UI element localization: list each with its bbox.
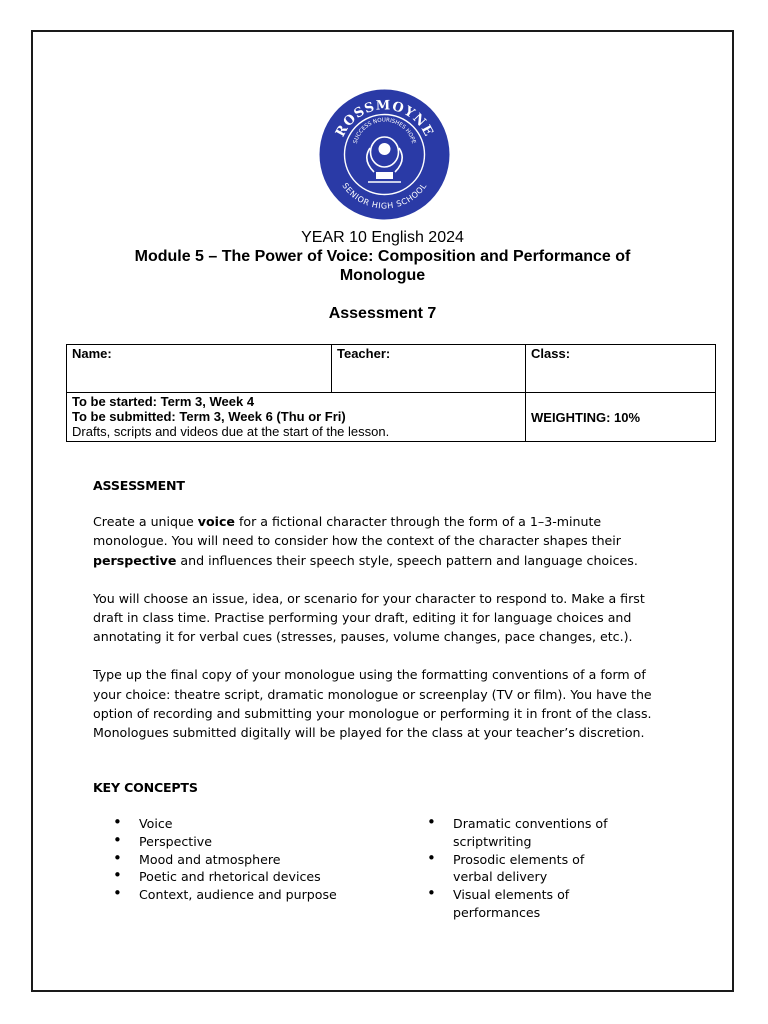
assessment-paragraph-2: You will choose an issue, idea, or scenario for your character to respond to. Make a first draft in class time. Practise performing your draft, editing it for language choices and annotating it for verbal cues (stresses, pauses, volume changes, pace changes, etc.). [93,590,645,645]
due-note: Drafts, scripts and videos due at the start of the lesson. [72,424,390,439]
list-item: • Perspective [93,833,393,851]
key-concepts-right [407,815,647,922]
crest-bottom-text: SENIOR HIGH SCHOOL [340,181,429,211]
crest-motto: SUCCESS NOURISHES HOPE [352,117,417,145]
key-concepts-left [93,815,393,904]
assessment-paragraph-1: Create a unique voice for a fictional character through the form of a 1–3-minute monologue. You will need to consider how the context of the character shapes their perspective and influences their speech style, speech pattern and language choices. [93,514,638,568]
student-info-table [66,344,716,442]
weighting-cell: WEIGHTING: 10% [526,393,716,442]
title-year: YEAR 10 English 2024 [301,229,464,246]
start-date: To be started: Term 3, Week 4 [72,394,255,409]
name-cell[interactable]: Name: [67,345,332,393]
assessment-heading: ASSESSMENT [93,478,185,493]
list-item: • Mood and atmosphere [93,851,393,869]
term-perspective: perspective [93,552,177,568]
title-block [31,228,734,285]
assessment-section [93,476,663,797]
term-voice: voice [197,514,235,530]
class-cell[interactable]: Class: [526,345,716,393]
list-item: • Context, audience and purpose [93,886,393,904]
submit-date: To be submitted: Term 3, Week 6 (Thu or Fri) [72,409,346,424]
list-item: • Visual elements of performances [407,886,647,922]
dates-cell [67,393,526,442]
list-item: • Dramatic conventions of scriptwriting [407,815,623,851]
list-item: • Voice [93,815,393,833]
assessment-paragraph-3: Type up the final copy of your monologue using the formatting conventions of a form of your choice: theatre script, dramatic monologue or screenplay (TV or film). You have the option of recording and submitting your monologue or performing it in front of the class. Monologues submitted digitally will be played for the class at your teacher’s discretion. [93,667,652,741]
key-concepts-heading: KEY CONCEPTS [93,780,198,796]
title-module: Module 5 – The Power of Voice: Composition and Performance of Monologue [134,248,631,284]
assessment-number: Assessment 7 [328,305,437,322]
school-crest-icon [318,88,451,221]
list-item: • Prosodic elements of verbal delivery [407,851,623,887]
crest-top-text: ROSSMOYNE [333,98,436,140]
list-item: • Poetic and rhetorical devices [93,868,393,886]
teacher-cell[interactable]: Teacher: [332,345,526,393]
